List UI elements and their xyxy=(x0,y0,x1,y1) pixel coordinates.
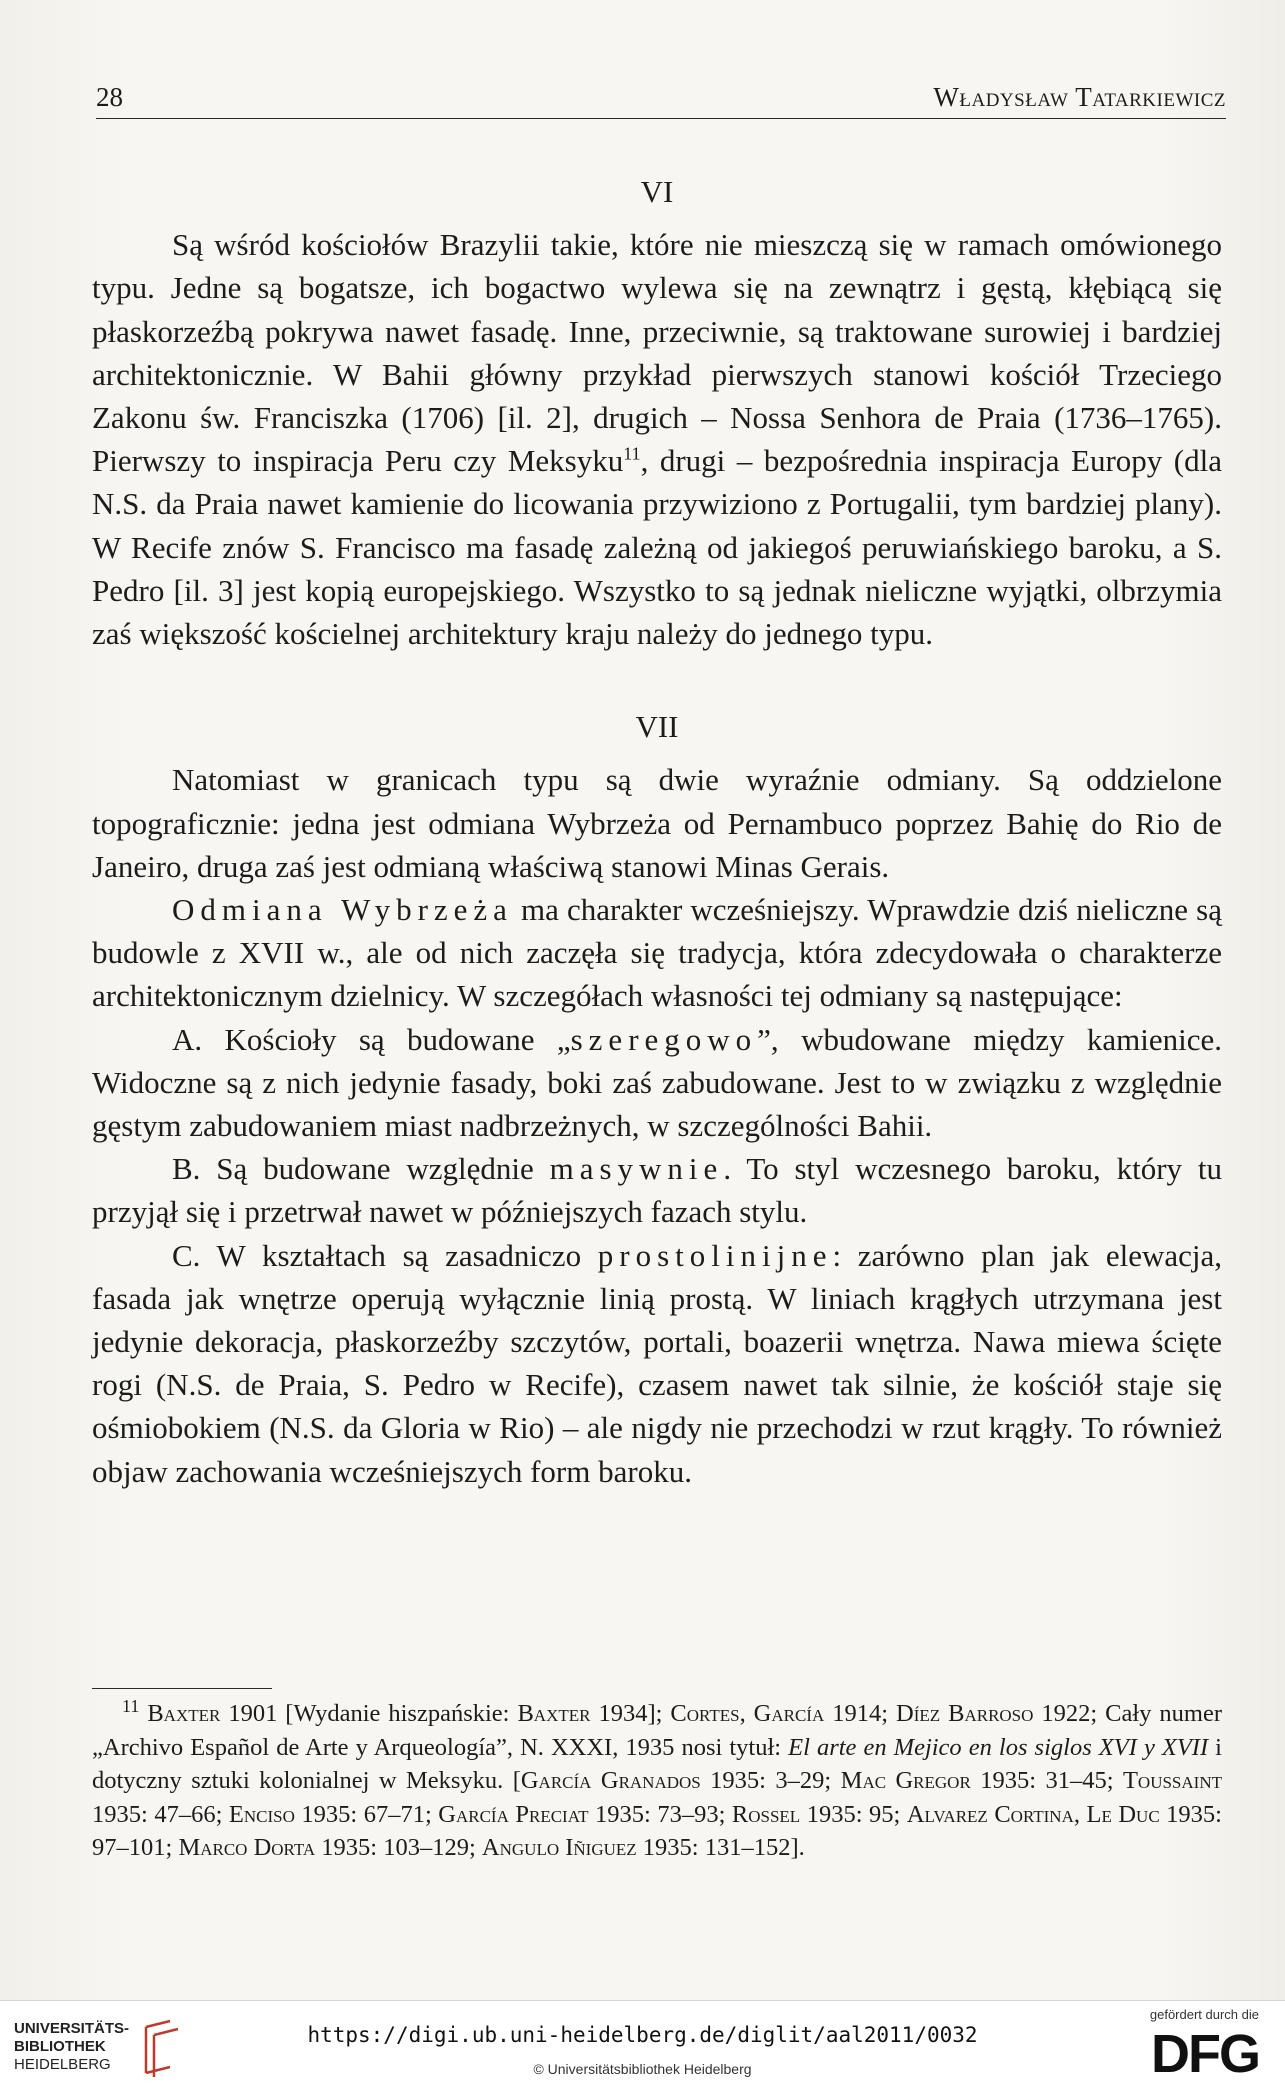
funding-note: gefördert durch die xyxy=(1149,2007,1259,2022)
viewer-footer xyxy=(0,2000,1285,2090)
dfg-wordmark: DFG xyxy=(1151,2024,1259,2084)
italic-title: El arte en Mejico en los siglos XVI y XVII xyxy=(788,1733,1209,1761)
author-name: Rossel xyxy=(731,1800,801,1828)
spaced-term: Odmiana Wybrzeża xyxy=(172,892,513,928)
paragraph-b xyxy=(92,1147,1222,1233)
permalink-url[interactable]: https://digi.ub.uni-heidelberg.de/diglit/aal2011/0032 xyxy=(307,2023,978,2047)
footnote-divider xyxy=(92,1688,272,1689)
text-run: , drugi – bezpośrednia inspiracja Europy (dla N.S. da Praia nawet kamienie do licowania przywiziono z Portugalii, tym bardziej plany). W Recife znów S. Francisco ma fasadę zależną od jakiegoś peruwiańskiego baroku, a S. Pedro [il. 3] jest kopią europejskiego. Wszystko to są jednak nieliczne wyjątki, olbrzymia zaś większość kościelnej architektury kraju należy do jednego typu. xyxy=(92,443,1222,652)
text-run: . To styl wczesnego baroku, który tu przyjął się i przetrwał nawet w późniejszych fazach stylu. xyxy=(92,1151,1222,1230)
author-name: Baxter xyxy=(517,1700,591,1727)
library-name-line3: HEIDELBERG xyxy=(14,2056,111,2073)
author-name: Mac Gregor xyxy=(840,1767,971,1794)
text-run: ”, wbudowane między kamienice. Widoczne są z nich jedynie fasady, boki zaś zabudowane. Jest to w związku z względnie gęstym zabudowaniem miast nadbrzeżnych, w szczególności Bahii. xyxy=(92,1021,1223,1144)
text-run: i dotyczny sztuki kolonialnej w Meksyku. [ xyxy=(92,1733,1222,1794)
running-head: Władysław Tatarkiewicz xyxy=(933,82,1226,112)
text-run: 1935: 31–45; xyxy=(970,1767,1123,1794)
author-name: Díez Barroso xyxy=(896,1700,1034,1727)
library-name-line2: BIBLIOTHEK xyxy=(14,2038,106,2055)
text-run: Są wśród kościołów Brazylii takie, które nie mieszczą się w ramach omówionego typu. Jedne są bogatsze, ich bogactwo wylewa się na zewnątrz i gęstą, kłębiącą się płaskorzeźbą pokrywa nawet fasadę. Inne, przeciwnie, są traktowane surowiej i bardziej architektonicznie. W Bahii główny przykład pierwszych stanowi kościół Trzeciego Zakonu św. Franciszka (1706) [il. 2], drugich – Nossa Senhora de Praia (1736–1765). Pierwszy to inspiracja Peru czy Meksyku xyxy=(92,227,1222,479)
section-heading-vii: VII xyxy=(635,709,679,745)
text-run: 1935: 131–152]. xyxy=(636,1834,805,1861)
text-run: B. Są budowane względnie xyxy=(172,1151,550,1187)
text-run: 1935: 67–71; xyxy=(294,1800,439,1828)
author-name: Toussaint xyxy=(1122,1767,1222,1794)
author-name: Baxter xyxy=(147,1700,221,1727)
text-run: ma charakter wcześniejszy. Wprawdzie dziś nieliczne są budowle z XVII w., ale od nich zaczęła się tradycja, która zdecydowała o charakterze architektonicznym dzielnicy. W szczegółach własności tej odmiany są następujące: xyxy=(92,892,1222,1014)
text-run: : zarówno plan jak elewacja, fasada jak wnętrze operują wyłącznie linią prostą. W liniach krągłych utrzymana jest jedynie dekoracja, płaskorzeźby szczytów, portali, boazerii wnętrza. Nawa miewa ścięte rogi (N.S. de Praia, S. Pedro w Recife), czasem nawet tak silnie, że kościół staje się ośmiobokiem (N.S. da Gloria w Rio) – ale nigdy nie przechodzi w rzut krągły. To również objaw zachowania wcześniejszych form baroku. xyxy=(92,1237,1222,1489)
author-name: Enciso xyxy=(228,1800,295,1828)
text-run: 1922; Cały numer „Archivo Español de Arte y Arqueología”, N. XXXI, 1935 nosi tytuł: xyxy=(92,1700,1223,1761)
paragraph: Natomiast w granicach typu są dwie wyraźnie odmiany. Są oddzielone topograficznie: jedna jest odmiana Wybrzeża od Pernambuco poprzez Bahię do Rio de Janeiro, druga zaś jest odmianą właściwą stanowi Minas Gerais. xyxy=(92,762,1222,884)
main-text xyxy=(92,170,1222,1493)
spaced-term: masywnie xyxy=(549,1151,724,1187)
spaced-term: prostolinijne xyxy=(597,1237,833,1273)
paragraph xyxy=(92,888,1222,1018)
author-name: Alvarez Cortina, Le Duc xyxy=(906,1800,1160,1828)
text-run: 1935: 103–129; xyxy=(315,1834,482,1861)
dfg-logo[interactable] xyxy=(1129,2007,1259,2083)
page-header xyxy=(96,78,1226,119)
footnote-text xyxy=(92,1697,1222,1865)
section-heading-vi: VI xyxy=(640,174,674,209)
text-run: 1901 [Wydanie hiszpańskie: xyxy=(220,1700,518,1727)
author-name: Cortes, García xyxy=(670,1700,825,1727)
paragraph xyxy=(92,223,1222,655)
author-name: Marco Dorta xyxy=(178,1834,316,1861)
spaced-term: szeregowo xyxy=(570,1021,758,1057)
text-run: 1935: 3–29; xyxy=(700,1767,841,1794)
text-run: A. Kościoły są budowane „ xyxy=(172,1021,571,1057)
footnote xyxy=(92,1697,1222,1865)
author-name: García Preciat xyxy=(438,1800,589,1828)
paragraph-a xyxy=(92,1018,1222,1148)
copyright-notice: © Universitätsbibliothek Heidelberg xyxy=(533,2061,752,2077)
text-run: 1935: 95; xyxy=(800,1800,907,1828)
footnote-ref[interactable]: 11 xyxy=(623,443,641,464)
author-name: García Granados xyxy=(520,1767,701,1794)
author-name: Angulo Iñiguez xyxy=(481,1834,637,1861)
paragraph-c xyxy=(92,1234,1222,1493)
text-run: 1935: 73–93; xyxy=(588,1800,732,1828)
text-run: 1935: 97–101; xyxy=(92,1800,1222,1861)
text-run: 1935: 47–66; xyxy=(92,1800,229,1828)
page-number: 28 xyxy=(96,82,123,112)
text-run: 1914; xyxy=(824,1700,897,1727)
text-run: C. W kształtach są zasadniczo xyxy=(172,1237,598,1273)
footnote-number: 11 xyxy=(122,1695,140,1716)
library-name-line1: UNIVERSITÄTS- xyxy=(14,2020,130,2037)
text-run: 1934]; xyxy=(590,1700,671,1727)
